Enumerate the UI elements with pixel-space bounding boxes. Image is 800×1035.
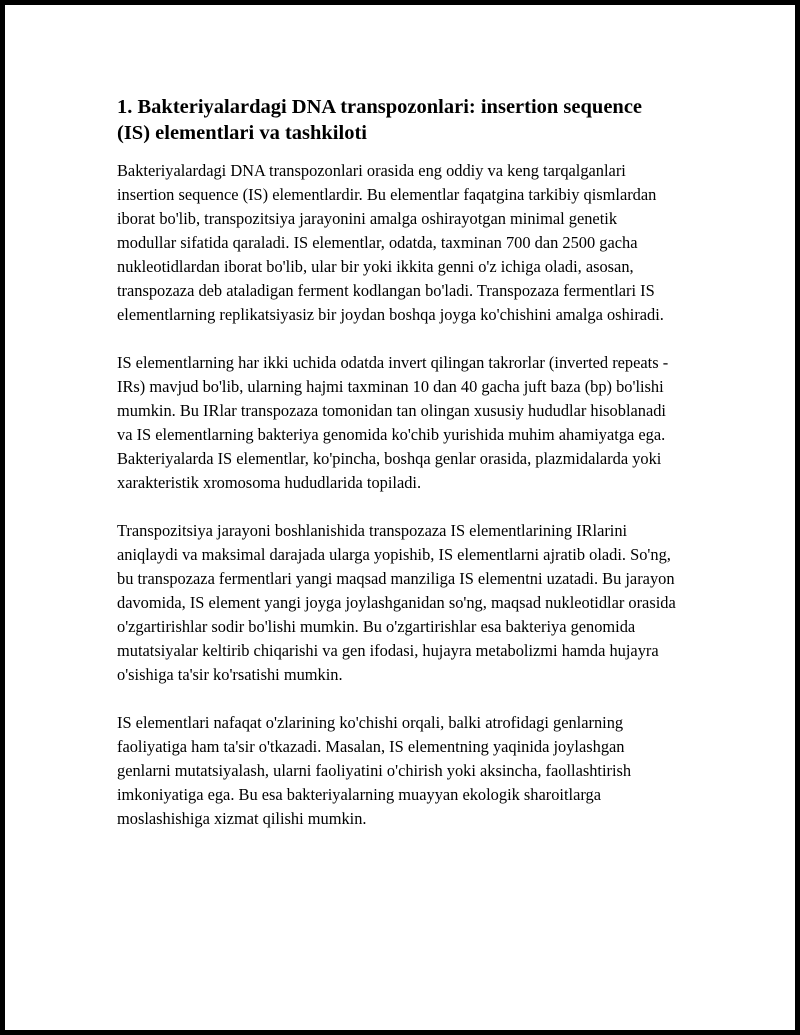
section-title: 1. Bakteriyalardagi DNA transpozonlari: insertion sequence (IS) elementlari va tashkiloti — [117, 96, 643, 144]
paragraph-3: Transpozitsiya jarayoni boshlanishida transpozaza IS elementlarining IRlarini aniqlaydi va maksimal darajada ularga yopishib, IS elementlarni ajratib oladi. So'ng, bu transpozaza fermentlari yangi maqsad manziliga IS elementni uzatadi. Bu jarayon davomida, IS element yangi joyga joylashganidan so'ng, maqsad nukleotidlar orasida o'zgartirishlar sodir bo'lishi mumkin. Bu o'zgartirishlar esa bakteriya genomida mutatsiyalar keltirib chiqarishi va gen ifodasi, hujayra metabolizmi hamda hujayra o'sishiga ta'sir ko'rsatishi mumkin. — [117, 521, 676, 684]
paragraph-4: IS elementlari nafaqat o'zlarining ko'chishi orqali, balki atrofidagi genlarning faoliyatiga ham ta'sir o'tkazadi. Masalan, IS elementning yaqinida joylashgan genlarni mutatsiyalash, ularni faoliyatini o'chirish yoki aksincha, faollashtirish imkoniyatiga ega. Bu esa bakteriyalarning muayyan ekologik sharoitlarga moslashishiga xizmat qilishi mumkin. — [117, 713, 632, 828]
document-body — [117, 94, 677, 855]
paragraph-1: Bakteriyalardagi DNA transpozonlari orasida eng oddiy va keng tarqalganlari insertion sequence (IS) elementlardir. Bu elementlar faqatgina tarkibiy qismlardan iborat bo'lib, transpozitsiya jarayonini amalga oshirayotgan minimal genetik modullar sifatida qaraladi. IS elementlar, odatda, taxminan 700 dan 2500 gacha nukleotidlardan iborat bo'lib, ular bir yoki ikkita genni o'z ichiga oladi, asosan, transpozaza deb ataladigan ferment kodlangan bo'ladi. Transpozaza fermentlari IS elementlarning replikatsiyasiz bir joydan boshqa joyga ko'chishini amalga oshiradi. — [117, 161, 664, 324]
paragraph-2: IS elementlarning har ikki uchida odatda invert qilingan takrorlar (inverted repeats - IRs) mavjud bo'lib, ularning hajmi taxminan 10 dan 40 gacha juft baza (bp) bo'lishi mumkin. Bu IRlar transpozaza tomonidan tan olingan xususiy hududlar hisoblanadi va IS elementlarning bakteriya genomida ko'chib yurishida muhim ahamiyatga ega. Bakteriyalarda IS elementlar, ko'pincha, boshqa genlar orasida, plazmidalarda yoki xarakteristik xromosoma hududlarida topiladi. — [117, 353, 669, 492]
